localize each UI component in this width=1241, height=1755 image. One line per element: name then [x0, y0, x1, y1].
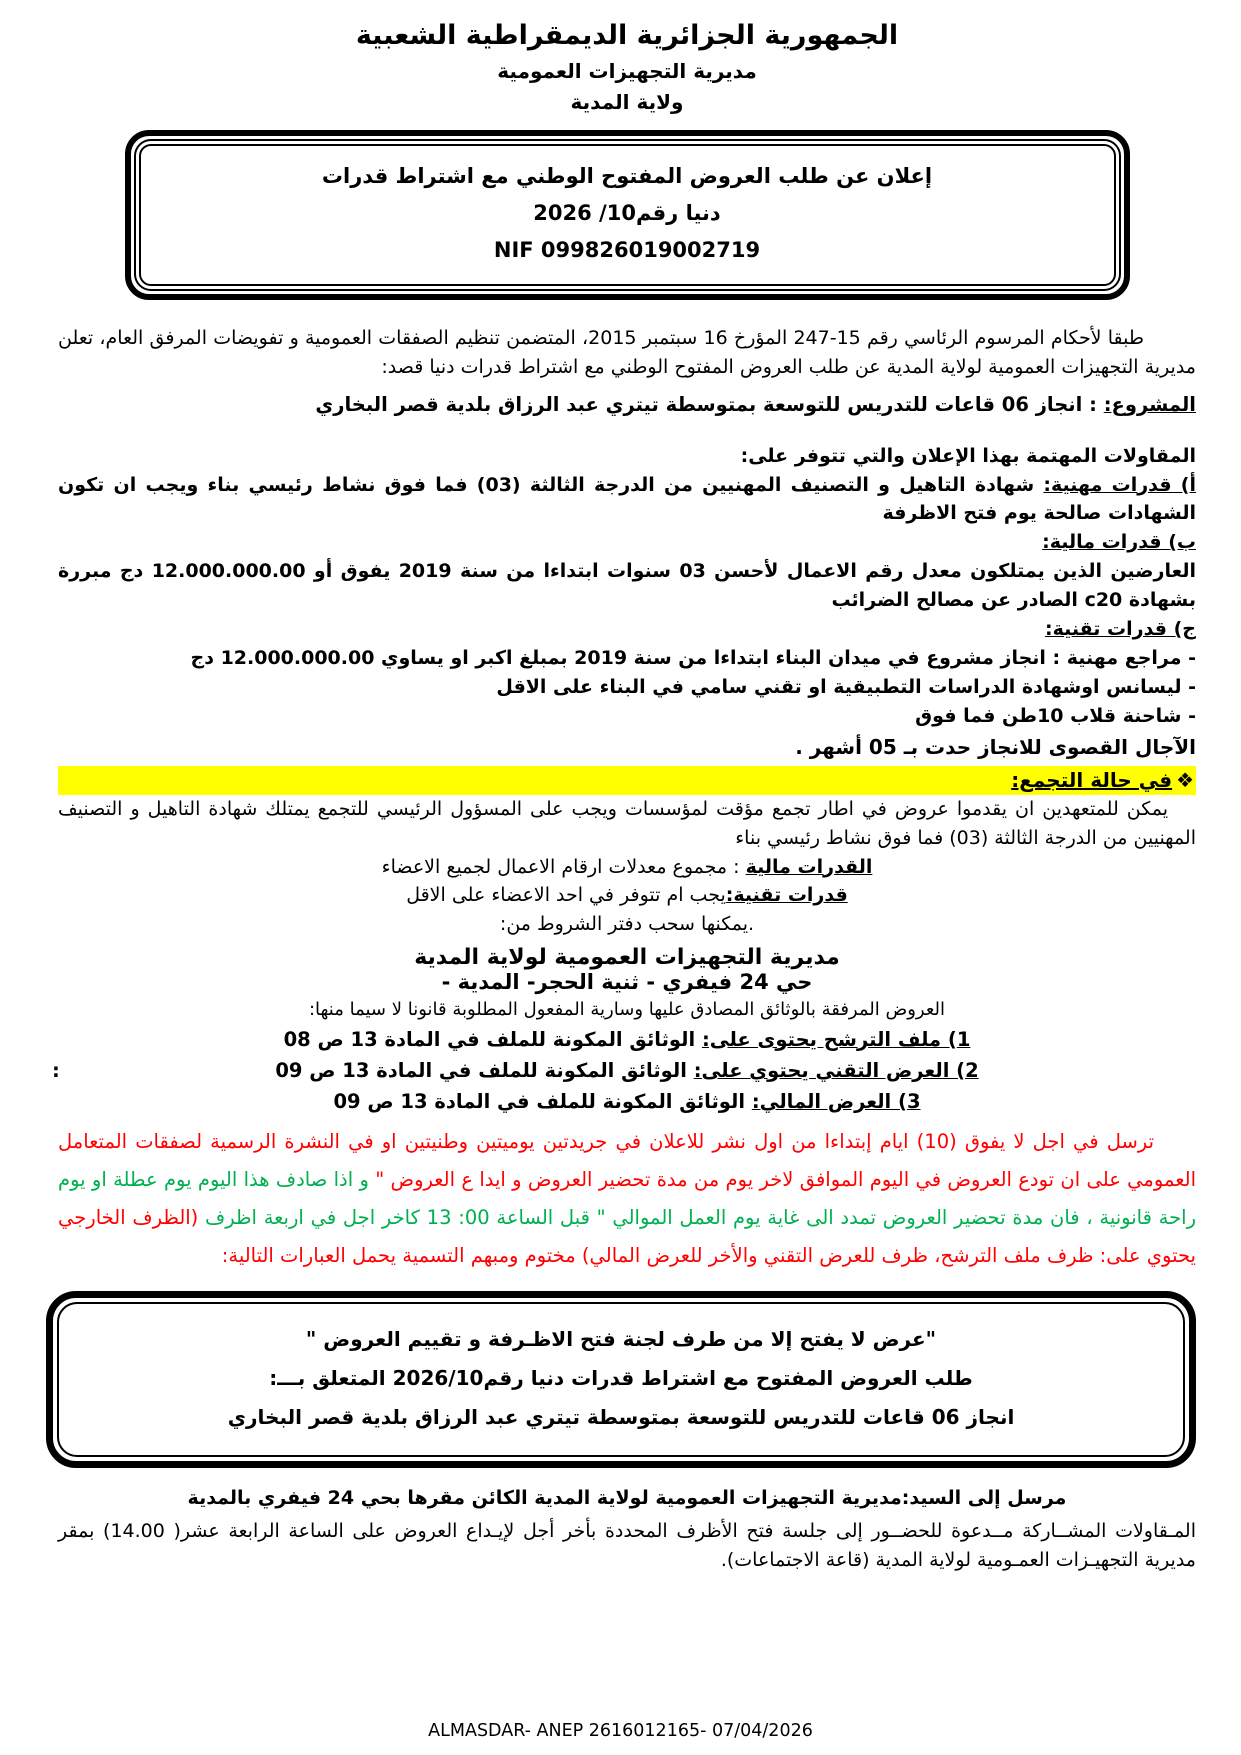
- addressed-to-line: مرسل إلى السيد:مديرية التجهيزات العمومية لولاية المدية الكائن مقرها بحي 24 فيفري بالمدية: [187, 1487, 1067, 1510]
- announcement-box: [125, 130, 1130, 300]
- announcement-title: إعلان عن طلب العروض المفتوح الوطني مع اشتراط قدرات: [321, 164, 933, 189]
- file-item-technical-left-colon: :: [52, 1058, 60, 1082]
- envelope-project-line: انجاز 06 قاعات للتدريس للتوسعة بمتوسطة تيتري عبد الرزاق بلدية قصر البخاري: [227, 1405, 1015, 1430]
- withdraw-note: .يمكنها سحب دفتر الشروط من:: [499, 913, 755, 936]
- professional-capabilities-text: شهادة التاهيل و التصنيف المهنيين من الدرجة الثالثة (03) فما فوق نشاط رئيسي بناء ويجب ان تكون الشهادات صالحة يوم فتح الاظرفة: [58, 473, 1196, 525]
- file-item-candidacy-text: الوثائق المكونة للملف في المادة 13 ص 08: [283, 1027, 702, 1051]
- file-item-financial-label: 3) العرض المالي:: [751, 1089, 921, 1113]
- file-item-financial: [58, 1086, 1196, 1117]
- financial-capabilities-text: العارضين الذين يمتلكون معدل رقم الاعمال لأحسن 03 سنوات ابتداءا من سنة 2019 يفوق أو 12.000.000.00 دج مبررة بشهادة c20 الصادر عن مصالح الضرائب: [58, 560, 1196, 612]
- project-line: [58, 390, 1196, 420]
- submission-holiday-green-segment: و اذا صادف هذا اليوم يوم عطلة او يوم راحة قانونية ، فان مدة تحضير العروض تمدد الى غاية يوم العمل الموالي " قبل الساعة 00: 13 كاخر اجل في اربعة اظرف: [58, 1168, 1196, 1230]
- grouping-heading: في حالة التجمع:: [1011, 767, 1173, 792]
- professional-capabilities-line: [58, 471, 1196, 529]
- financial-capabilities-label: ب) قدرات مالية:: [1042, 531, 1196, 554]
- file-item-candidacy: [58, 1024, 1196, 1055]
- announcement-box-mid-border: [134, 139, 1121, 291]
- address-line-2: حي 24 فيفري - ثنية الحجر- المدية -: [441, 970, 813, 995]
- technical-item-truck: - شاحنة قلاب 10طن فما فوق: [915, 704, 1196, 727]
- grouping-technical-line: [58, 881, 1196, 910]
- grouping-financial-line: [58, 853, 1196, 882]
- professional-capabilities-label: أ) قدرات مهنية:: [1043, 473, 1196, 496]
- announcement-nif: NIF 099826019002719: [493, 237, 761, 262]
- technical-item-diploma: - ليسانس اوشهادة الدراسات التطبيقية او تقني سامي في البناء على الاقل: [496, 675, 1196, 698]
- file-item-financial-text: الوثائق المكونة للملف في المادة 13 ص 09: [333, 1089, 752, 1113]
- header-wilaya: ولاية المدية: [570, 90, 684, 115]
- eligibility-intro: المقاولات المهتمة بهذا الإعلان والتي تتوفر على:: [740, 444, 1196, 467]
- address-line-1: مديرية التجهيزات العمومية لولاية المدية: [414, 945, 840, 971]
- grouping-technical-text: يجب ام تتوفر في احد الاعضاء على الاقل: [406, 884, 726, 907]
- envelope-warning-line: "عرض لا يفتح إلا من طرف لجنة فتح الاظـرفة و تقييم العروض ": [305, 1327, 937, 1352]
- financial-capabilities-label-line: [58, 528, 1196, 557]
- header-country: الجمهورية الجزائرية الديمقراطية الشعبية: [355, 20, 899, 51]
- technical-capabilities-label: ج) قدرات تقنية:: [1044, 617, 1196, 640]
- project-text: : انجاز 06 قاعات للتدريس للتوسعة بمتوسطة تيتري عبد الرزاق بلدية قصر البخاري: [315, 393, 1104, 417]
- grouping-highlight-bar: [58, 766, 1196, 795]
- submission-deadline-red-segment: ترسل في اجل لا يفوق (10) ايام إبتداءا من اول نشر للاعلان في جريدتين يوميتين وطنيتين او في النشرة الرسمية لصفقات المتعامل العمومي على ان تودع العروض في اليوم الموافق لاخر يوم من مدة تحضير العروض و ايدا ع العروض ": [58, 1130, 1196, 1192]
- technical-item-references: - مراجع مهنية : انجاز مشروع في ميدان البناء ابتداءا من سنة 2019 بمبلغ اكبر او يساوي 12.000.000.00 دج: [190, 646, 1196, 669]
- envelope-box-inner: [57, 1302, 1185, 1457]
- announcement-box-inner: [139, 144, 1116, 286]
- file-item-technical-text: الوثائق المكونة للملف في المادة 13 ص 09: [275, 1058, 694, 1082]
- docs-intro: العروض المرفقة بالوثائق المصادق عليها وسارية المفعول المطلوبة قانونا لا سيما منها:: [308, 999, 946, 1021]
- project-label: المشروع:: [1103, 393, 1196, 417]
- file-item-technical: [52, 1055, 1196, 1086]
- submission-envelopes-red-segment: (الظرف الخارجي يحتوي على: ظرف ملف الترشح، ظرف للعرض التقني والأخر للعرض المالي) مختوم ومبهم التسمية يحمل العبارات التالية:: [58, 1206, 1196, 1268]
- diamond-bullet-icon: ❖: [1176, 767, 1194, 792]
- file-item-technical-label: 2) العرض التقني يحتوي على:: [693, 1058, 979, 1082]
- grouping-paragraph: يمكن للمتعهدين ان يقدموا عروض في اطار تجمع مؤقت لمؤسسات ويجب على المسؤول الرئيسي للتجمع يمتلك شهادة التاهيل و التصنيف المهنيين من الدرجة الثالثة (03) فما فوق نشاط رئيسي بناء: [58, 797, 1196, 849]
- closing-paragraph: المـقاولات المشــاركة مــدعوة للحضــور إلى جلسة فتح الأظرف المحددة بأخر أجل لإيـداع العروض على الساعة الرابعة عشر( 14.00) بمقر مديرية التجهيـزات العمـومية لولاية المدية (قاعة الاجتماعات).: [58, 1520, 1196, 1571]
- envelope-box: [46, 1291, 1196, 1468]
- grouping-financial-label: القدرات مالية: [745, 855, 873, 878]
- grouping-financial-text: : مجموع معدلات ارقام الاعمال لجميع الاعضاء: [381, 855, 746, 878]
- technical-capabilities-label-line: [58, 615, 1196, 644]
- completion-deadline: الآجال القصوى للانجاز حدت بـ 05 أشهر .: [795, 735, 1196, 760]
- header-directorate: مديرية التجهيزات العمومية: [497, 59, 757, 84]
- grouping-technical-label: قدرات تقنية:: [725, 884, 848, 907]
- announcement-number: دنيا رقم10/ 2026: [533, 200, 721, 225]
- anep-footer: ALMASDAR- ANEP 2616012165- 07/04/2026: [428, 1721, 813, 1741]
- file-item-candidacy-label: 1) ملف الترشح يحتوى على:: [701, 1027, 971, 1051]
- submission-paragraph: [58, 1123, 1196, 1275]
- intro-paragraph: طبقا لأحكام المرسوم الرئاسي رقم 15-247 المؤرخ 16 سبتمبر 2015، المتضمن تنظيم الصفقات العمومية و تفويضات المرفق العام، تعلن مديرية التجهيزات العمومية لولاية المدية عن طلب العروض المفتوح الوطني مع اشتراط قدرات دنيا قصد:: [58, 327, 1196, 379]
- envelope-tender-reference-line: طلب العروض المفتوح مع اشتراط قدرات دنيا رقم2026/10 المتعلق بـــ:: [269, 1366, 973, 1391]
